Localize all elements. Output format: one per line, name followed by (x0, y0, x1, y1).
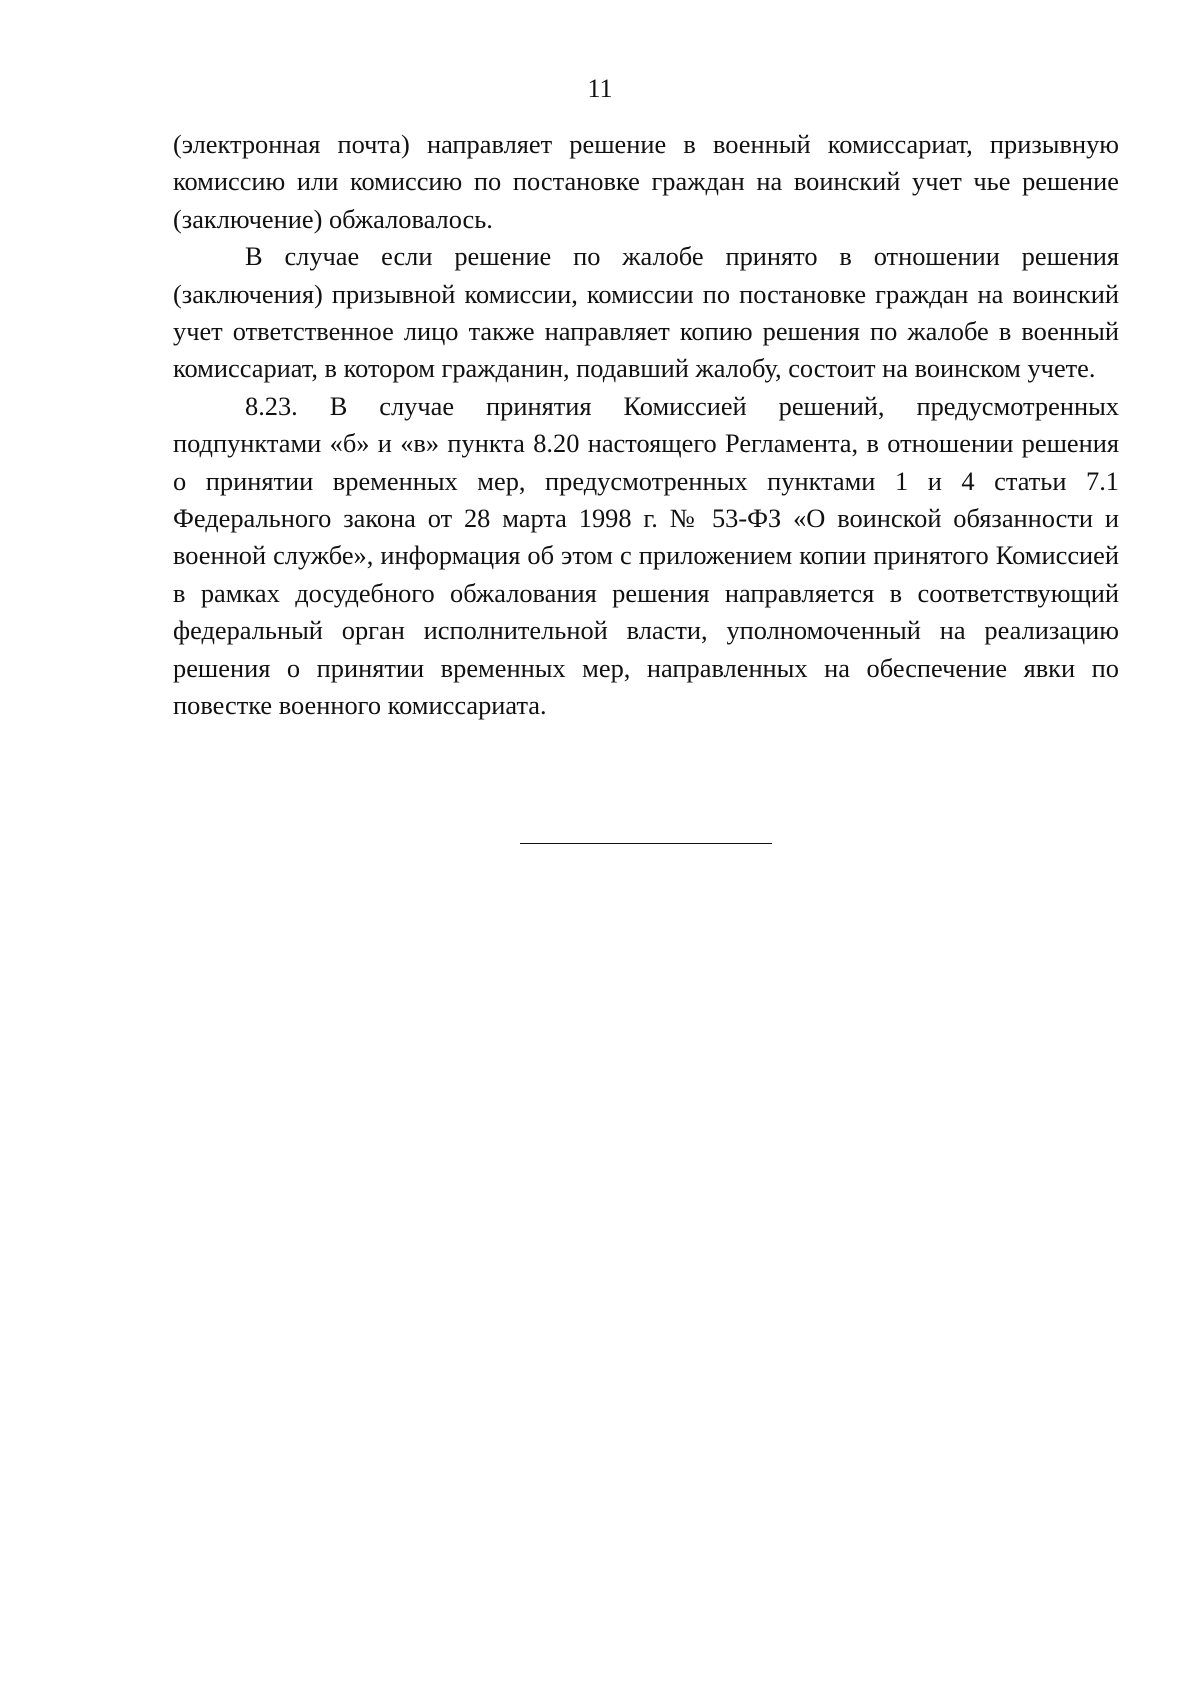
paragraph-8-23: 8.23. В случае принятия Комиссией решений, предусмотренных подпунктами «б» и «в» пункта 8.20 настоящего Регламента, в отношении решения о принятии временных мер, предусмотренных пунктами 1 и 4 статьи 7.1 Федерального закона от 28 марта 1998 г. № 53-ФЗ «О воинской обязанности и военной службе», информация об этом с приложением копии принятого Комиссией в рамках досудебного обжалования решения направляется в соответствующий федеральный орган исполнительной власти, уполномоченный на реализацию решения о принятии временных мер, направленных на обеспечение явки по повестке военного комиссариата. (173, 390, 1119, 721)
paragraph-continuation: (электронная почта) направляет решение в военный комиссариат, призывную комиссию или комиссию по постановке граждан на воинский учет чье решение (заключение) обжаловалось. (173, 129, 1119, 234)
document-body (173, 126, 1119, 725)
paragraph-appeal-decision-copy: В случае если решение по жалобе принято в отношении решения (заключения) призывной комиссии, комиссии по постановке граждан на воинский учет ответственное лицо также направляет копию решения по жалобе в военный комиссариат, в котором гражданин, подавший жалобу, состоит на воинском учете. (173, 241, 1119, 384)
end-of-document-rule (520, 843, 772, 844)
page-number: 11 (587, 74, 613, 103)
